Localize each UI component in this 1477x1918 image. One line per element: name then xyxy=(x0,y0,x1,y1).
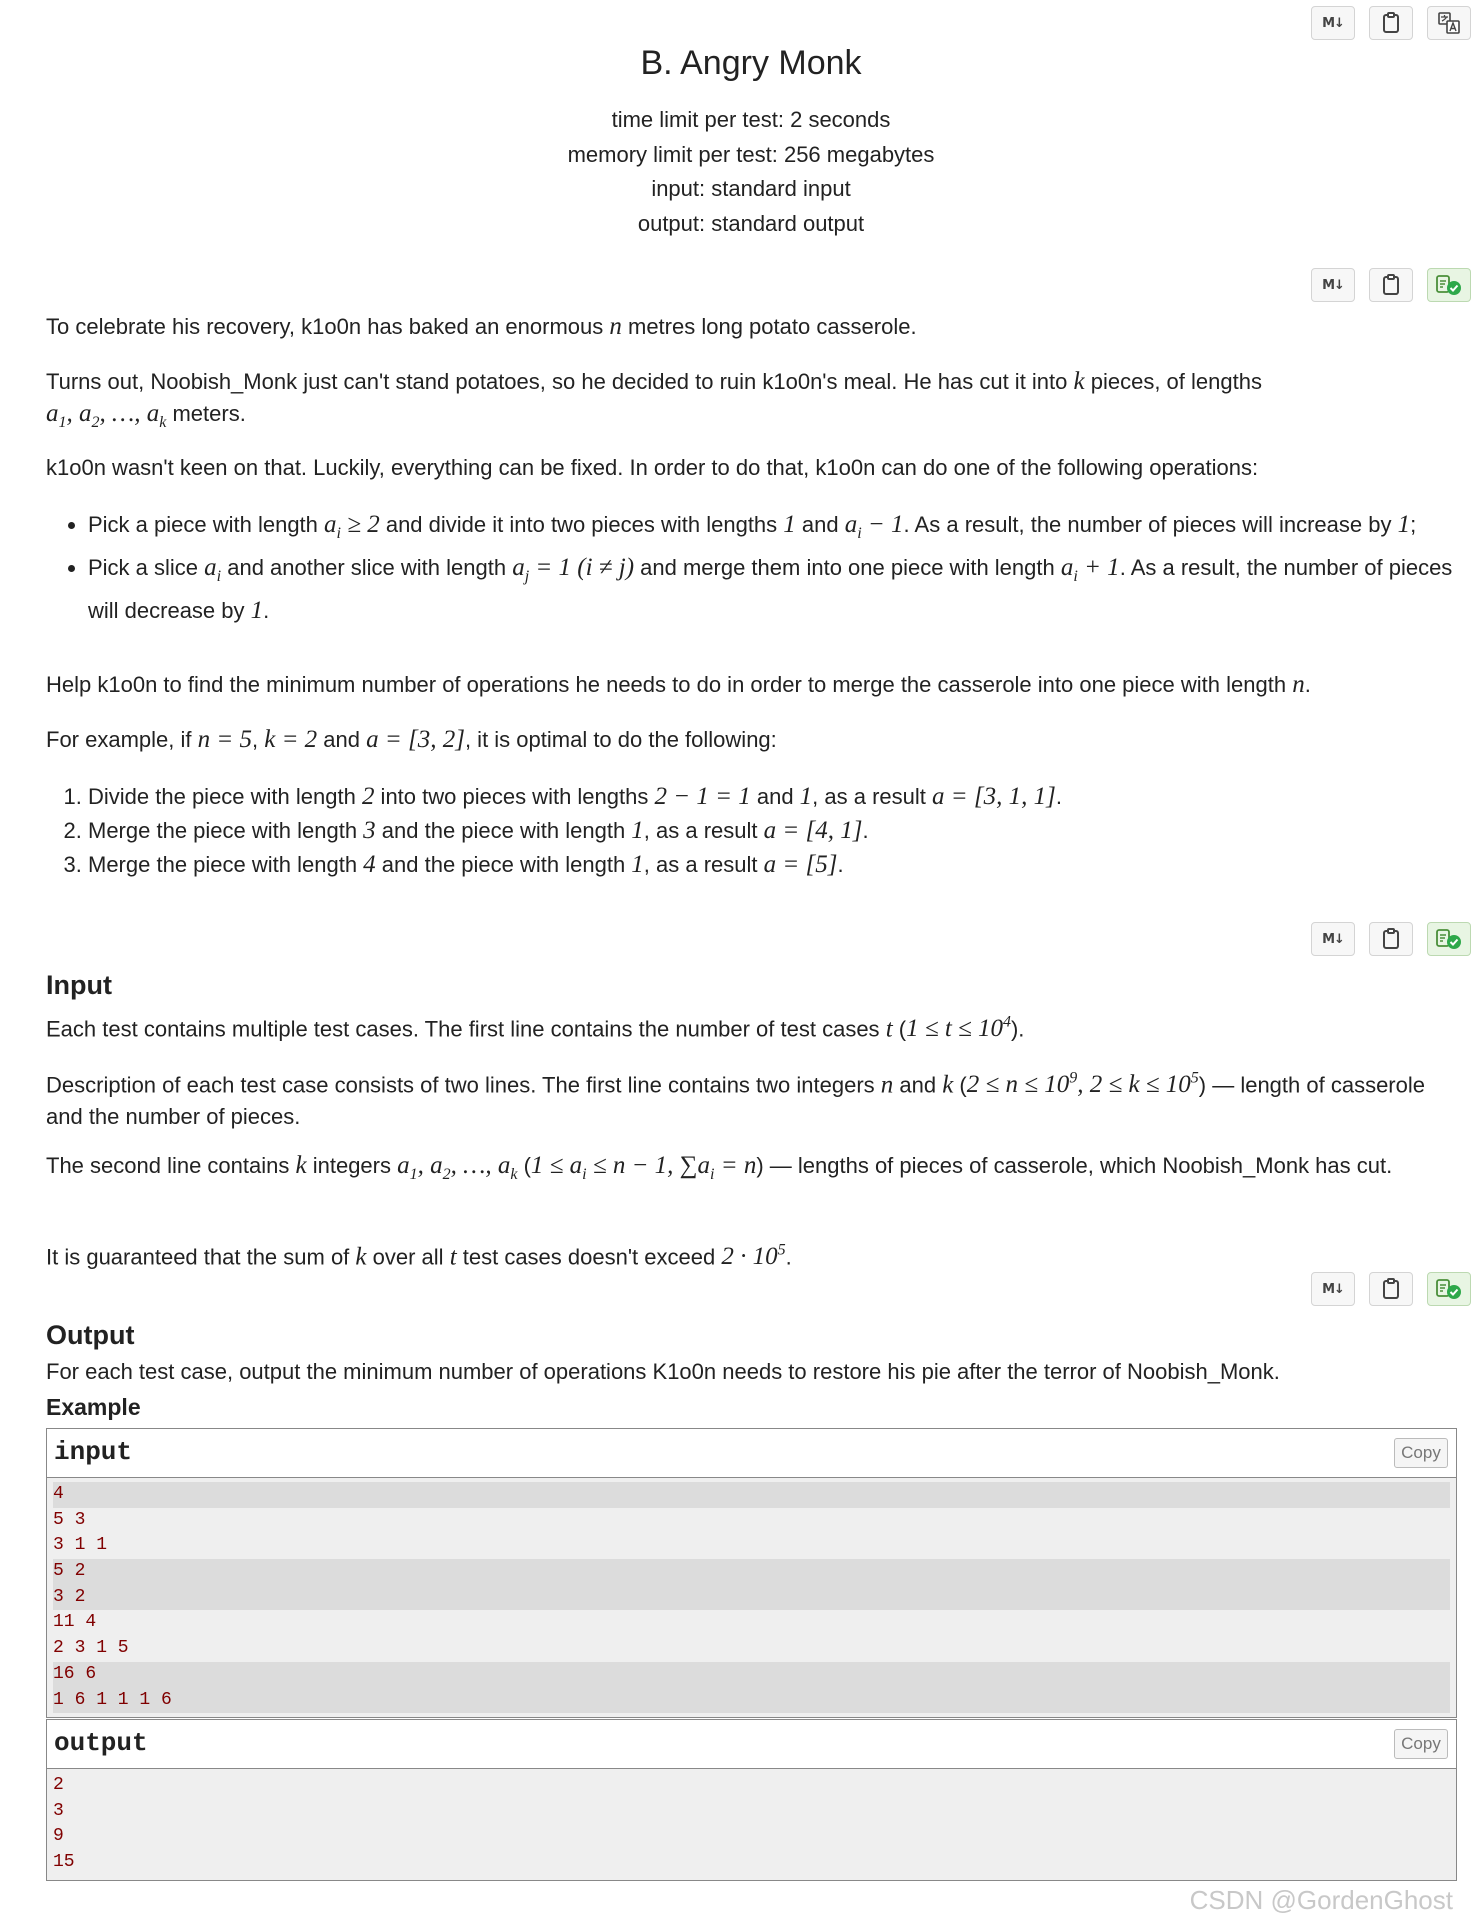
output-heading: Output xyxy=(46,1320,135,1350)
input-line: 4 xyxy=(53,1482,1450,1508)
clipboard-check-icon xyxy=(1435,1277,1463,1301)
clipboard-icon xyxy=(1382,274,1400,296)
input-line: 5 2 xyxy=(53,1559,1450,1585)
example-output-box xyxy=(46,1719,1457,1881)
output-paragraph-1: For each test case, output the minimum number of operations K1o0n needs to restore his pie after the terror of Noobish_Monk. xyxy=(46,1359,1280,1384)
statement-paragraph-5: For example, if n = 5, k = 2 and a = [3, 2], it is optimal to do the following: xyxy=(46,726,777,753)
input-heading: Input xyxy=(46,970,112,1000)
statement-paragraph-1: To celebrate his recovery, k1o0n has baked an enormous n metres long potato casserole. xyxy=(46,313,917,340)
clipboard-icon xyxy=(1382,1278,1400,1300)
output-line: 9 xyxy=(53,1826,64,1847)
output-toolbar xyxy=(1311,1272,1471,1306)
copied-status-button[interactable] xyxy=(1427,1272,1471,1306)
list-item: 3. Merge the piece with length 4 and the piece with length 1, as a result a = [5]. xyxy=(88,848,1456,882)
copy-button[interactable] xyxy=(1369,268,1413,302)
markdown-button[interactable] xyxy=(1311,6,1355,40)
input-toolbar xyxy=(1311,922,1471,956)
input-line: 3 1 1 xyxy=(53,1535,108,1556)
time-limit: time limit per test: 2 seconds xyxy=(611,107,891,132)
statement-toolbar xyxy=(1311,268,1471,302)
example-input-header xyxy=(47,1429,1456,1478)
output-line: 2 xyxy=(53,1775,64,1795)
input-type: input: standard input xyxy=(651,176,851,201)
operations-list xyxy=(88,508,1456,628)
copy-button[interactable] xyxy=(1369,1272,1413,1306)
example-output-header xyxy=(47,1720,1456,1769)
example-output-title: output xyxy=(54,1728,148,1758)
clipboard-icon xyxy=(1382,12,1400,34)
input-paragraph-3: The second line contains k integers $a_1$, $a_2$, …, $a_k$ ($1 \le a_i \le n - 1$, $\sum a_i = n$) — lengths of pieces of casserole, which Noobish_Monk has cut. xyxy=(46,1152,1393,1183)
copy-input-button[interactable]: Copy xyxy=(1394,1438,1448,1468)
input-line: 3 2 xyxy=(53,1585,1450,1611)
input-paragraph-1: Each test contains multiple test cases. The first line contains the number of test cases t $(1 \le t \le 10^4)$. xyxy=(46,1014,1025,1043)
input-paragraph-2: Description of each test case consists of two lines. The first line contains two integers n and k ($2 \le n \le 10^9$, $2 \le k \le 10^5$) — length of casserole and the number of pieces. xyxy=(46,1070,1425,1130)
example-input-title: input xyxy=(54,1437,133,1467)
input-line: 1 6 1 1 1 6 xyxy=(53,1688,1450,1714)
translate-icon xyxy=(1437,11,1461,35)
copy-button[interactable] xyxy=(1369,6,1413,40)
markdown-icon: M↓ xyxy=(1322,277,1344,293)
output-line: 15 xyxy=(53,1852,75,1873)
clipboard-check-icon xyxy=(1435,273,1463,297)
list-item: • Pick a slice $a_i$ and another slice with length $a_j = 1$ (i ≠ j) and merge them into one piece with length $a_i + 1$. As a result, the number of pieces will decrease by 1. xyxy=(88,551,1456,628)
example-label: Example xyxy=(46,1394,141,1420)
input-line: 5 3 xyxy=(53,1509,86,1530)
markdown-icon: M↓ xyxy=(1322,15,1344,31)
problem-limits xyxy=(46,103,1456,241)
input-line: 11 4 xyxy=(53,1612,97,1633)
statement-paragraph-4: Help k1o0n to find the minimum number of operations he needs to do in order to merge the casserole into one piece with length n. xyxy=(46,671,1311,698)
clipboard-icon xyxy=(1382,928,1400,950)
list-item: 1. Divide the piece with length 2 into two pieces with lengths 2 − 1 = 1 and 1, as a result a = [3, 1, 1]. xyxy=(88,780,1456,814)
input-paragraph-4: It is guaranteed that the sum of k over all t test cases doesn't exceed $2 \cdot 10^5$. xyxy=(46,1242,792,1271)
example-input-box xyxy=(46,1428,1457,1718)
watermark: CSDN @GordenGhost xyxy=(1189,1885,1453,1915)
markdown-button[interactable] xyxy=(1311,922,1355,956)
output-line: 3 xyxy=(53,1800,64,1821)
markdown-button[interactable] xyxy=(1311,1272,1355,1306)
clipboard-check-icon xyxy=(1435,927,1463,951)
statement-paragraph-2: Turns out, Noobish_Monk just can't stand potatoes, so he decided to ruin k1o0n's meal. He has cut it into k pieces, of lengths $a_1$, $a_2$, …, $a_k$ meters. xyxy=(46,368,1262,431)
copy-output-button[interactable]: Copy xyxy=(1394,1729,1448,1759)
statement-paragraph-3: k1o0n wasn't keen on that. Luckily, everything can be fixed. In order to do that, k1o0n can do one of the following operations: xyxy=(46,455,1259,480)
input-line: 2 3 1 5 xyxy=(53,1638,129,1659)
problem-title: B. Angry Monk xyxy=(640,44,862,82)
markdown-button[interactable] xyxy=(1311,268,1355,302)
copied-status-button[interactable] xyxy=(1427,922,1471,956)
copied-status-button[interactable] xyxy=(1427,268,1471,302)
example-input-body xyxy=(47,1478,1456,1717)
markdown-icon: M↓ xyxy=(1322,931,1344,947)
copy-button[interactable] xyxy=(1369,922,1413,956)
example-output-body xyxy=(47,1769,1456,1880)
memory-limit: memory limit per test: 256 megabytes xyxy=(567,141,935,167)
list-item: • Pick a piece with length $a_i \ge 2$ and divide it into two pieces with lengths 1 and $a_i - 1$. As a result, the number of pieces will increase by 1; xyxy=(88,508,1456,551)
header-toolbar xyxy=(1311,6,1471,40)
markdown-icon: M↓ xyxy=(1322,1281,1344,1297)
output-type: output: standard output xyxy=(637,210,865,236)
translate-button[interactable] xyxy=(1427,6,1471,40)
example-steps-list xyxy=(88,780,1456,882)
input-line: 16 6 xyxy=(53,1662,1450,1688)
list-item: 2. Merge the piece with length 3 and the piece with length 1, as a result a = [4, 1]. xyxy=(88,814,1456,848)
